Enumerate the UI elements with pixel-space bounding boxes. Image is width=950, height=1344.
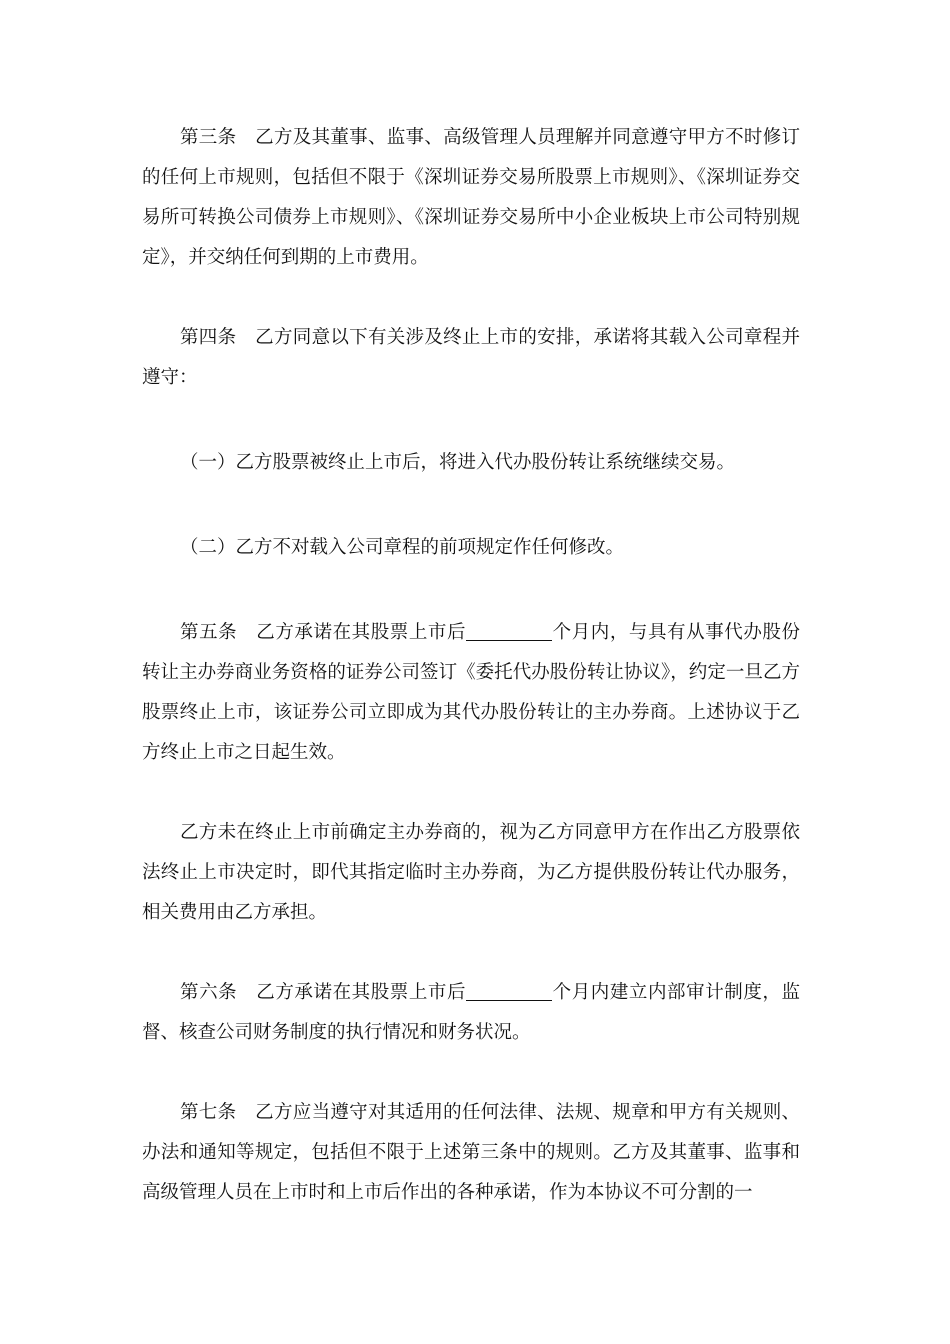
document-body bbox=[142, 118, 800, 1213]
article-6-text-after: 个月内建立内部审计制度，监督、核查公司财务制度的执行情况和财务状况。 bbox=[142, 982, 800, 1043]
article-3-paragraph: 第三条 乙方及其董事、监事、高级管理人员理解并同意遵守甲方不时修订的任何上市规则，包括但不限于《深圳证券交易所股票上市规则》、《深圳证券交易所可转换公司债券上市规则》、《深圳证券交易所中小企业板块上市公司特别规定》，并交纳任何到期的上市费用。 bbox=[142, 127, 800, 268]
article-5-paragraph bbox=[142, 613, 800, 773]
article-4-item-2: （二）乙方不对载入公司章程的前项规定作任何修改。 bbox=[180, 537, 625, 558]
article-5-second-paragraph: 乙方未在终止上市前确定主办券商的，视为乙方同意甲方在作出乙方股票依法终止上市决定时，即代其指定临时主办券商，为乙方提供股份转让代办服务，相关费用由乙方承担。 bbox=[142, 822, 800, 923]
article-4-item-1: （一）乙方股票被终止上市后，将进入代办股份转让系统继续交易。 bbox=[180, 452, 736, 473]
article-5-text-after: 个月内，与具有从事代办股份转让主办券商业务资格的证券公司签订《委托代办股份转让协议》，约定一旦乙方股票终止上市，该证券公司立即成为其代办股份转让的主办券商。上述协议于乙方终止上市之日起生效。 bbox=[142, 622, 800, 763]
article-6-paragraph bbox=[142, 973, 800, 1053]
article-6-text-before: 第六条 乙方承诺在其股票上市后 bbox=[180, 982, 467, 1003]
article-6-blank bbox=[466, 982, 552, 1001]
article-5-text-before: 第五条 乙方承诺在其股票上市后 bbox=[180, 622, 467, 643]
article-7-paragraph: 第七条 乙方应当遵守对其适用的任何法律、法规、规章和甲方有关规则、办法和通知等规定，包括但不限于上述第三条中的规则。乙方及其董事、监事和高级管理人员在上市时和上市后作出的各种承诺，作为本协议不可分割的一 bbox=[142, 1102, 800, 1203]
article-5-blank bbox=[466, 622, 552, 641]
article-4-paragraph: 第四条 乙方同意以下有关涉及终止上市的安排，承诺将其载入公司章程并遵守： bbox=[142, 327, 800, 388]
